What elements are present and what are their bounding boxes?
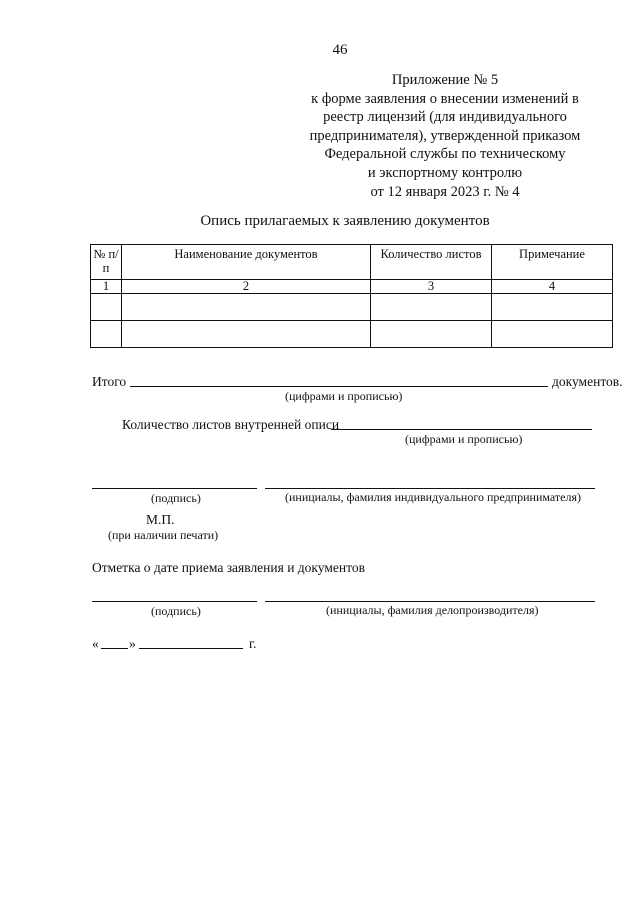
inner-inventory-label: Количество листов внутренней описи [122,417,340,432]
column-number-cell: 4 [492,280,613,294]
entrepreneur-signature-line[interactable] [92,488,257,489]
date-day-line[interactable] [101,648,128,649]
annex-line: реестр лицензий (для индивидуального [323,109,567,126]
annex-line: от 12 января 2023 г. № 4 [370,183,520,200]
table-row [91,280,613,294]
column-number-cell: 1 [91,280,122,294]
documents-table [90,244,613,348]
receipt-name-line[interactable] [265,601,595,602]
page-number: 46 [332,42,348,58]
seal-label: М.П. [146,512,175,527]
totals-line[interactable] [130,386,548,387]
totals-hint: (цифрами и прописью) [285,389,403,403]
receipt-signature-hint: (подпись) [151,604,201,618]
date-close-quote: » [129,636,136,651]
date-month-line[interactable] [139,648,243,649]
header-sheets: Количество листов [371,245,492,280]
annex-line: и экспортному контролю [367,164,523,181]
empty-cell[interactable] [371,294,492,321]
header-number-label: № п/п [93,247,119,275]
totals-label: Итого [92,374,127,389]
totals-suffix: документов. [552,374,623,389]
empty-cell[interactable] [91,321,122,348]
annex-header [285,71,605,201]
inner-inventory-line[interactable] [331,429,592,430]
table-header-row [91,245,613,280]
inner-inventory-hint: (цифрами и прописью) [405,432,523,446]
empty-cell[interactable] [492,321,613,348]
entrepreneur-signature-hint: (подпись) [151,491,201,505]
annex-line: к форме заявления о внесении изменений в [311,90,579,107]
entrepreneur-name-hint: (инициалы, фамилия индивидуального предпринимателя) [285,490,581,504]
document-title: Опись прилагаемых к заявлению документов [200,213,490,229]
annex-line: Приложение № 5 [391,72,499,88]
empty-cell[interactable] [91,294,122,321]
annex-line: предпринимателя), утвержденной приказом [309,127,581,144]
entrepreneur-name-line[interactable] [265,488,595,489]
header-name: Наименование документов [122,245,371,280]
table-row [91,294,613,321]
empty-cell[interactable] [492,294,613,321]
empty-cell[interactable] [122,321,371,348]
column-number-cell: 2 [122,280,371,294]
header-note: Примечание [492,245,613,280]
column-number-cell: 3 [371,280,492,294]
receipt-name-hint: (инициалы, фамилия делопроизводителя) [326,603,539,617]
date-year-suffix: г. [249,636,257,651]
date-open-quote: « [92,636,99,651]
header-number [91,245,122,280]
empty-cell[interactable] [371,321,492,348]
seal-hint: (при наличии печати) [108,528,219,542]
table-row [91,321,613,348]
empty-cell[interactable] [122,294,371,321]
annex-line: Федеральной службы по техническому [324,146,566,163]
receipt-signature-line[interactable] [92,601,257,602]
receipt-label: Отметка о дате приема заявления и документов [92,560,365,575]
